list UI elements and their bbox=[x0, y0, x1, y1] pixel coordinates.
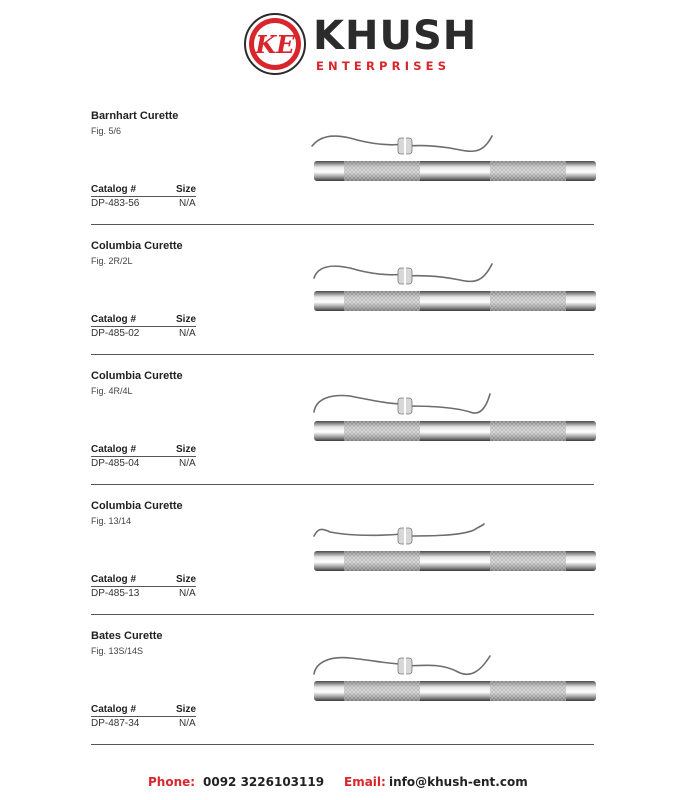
product-title: Barnhart Curette bbox=[91, 110, 179, 122]
product-title: Columbia Curette bbox=[91, 370, 183, 382]
catalog-header: Catalog # bbox=[91, 704, 137, 715]
curette-tip-icon bbox=[310, 262, 494, 290]
brand-tagline: ENTERPRISES bbox=[316, 59, 451, 73]
product-entry bbox=[0, 370, 689, 500]
size-header: Size bbox=[176, 444, 197, 455]
logo-monogram-icon bbox=[243, 12, 307, 76]
catalog-number: DP-483-56 bbox=[91, 198, 140, 209]
size-header: Size bbox=[176, 704, 197, 715]
catalog-header: Catalog # bbox=[91, 574, 137, 585]
size-value: N/A bbox=[179, 328, 196, 339]
product-title: Bates Curette bbox=[91, 630, 163, 642]
curette-handle-icon bbox=[314, 548, 596, 574]
table-header-rule bbox=[91, 196, 196, 197]
size-header: Size bbox=[176, 574, 197, 585]
logo-monogram-text: KE bbox=[255, 30, 295, 59]
product-entry bbox=[0, 630, 689, 760]
product-title: Columbia Curette bbox=[91, 240, 183, 252]
product-figure: Fig. 13S/14S bbox=[91, 646, 144, 656]
curette-tip-icon bbox=[310, 132, 494, 160]
catalog-number: DP-485-04 bbox=[91, 458, 140, 469]
curette-tip-icon bbox=[310, 392, 494, 420]
product-figure: Fig. 2R/2L bbox=[91, 256, 133, 266]
size-value: N/A bbox=[179, 458, 196, 469]
table-header-rule bbox=[91, 586, 196, 587]
section-divider bbox=[91, 224, 594, 225]
product-figure: Fig. 5/6 bbox=[91, 126, 122, 136]
section-divider bbox=[91, 744, 594, 745]
brand-logo bbox=[243, 12, 478, 78]
catalog-header: Catalog # bbox=[91, 184, 137, 195]
section-divider bbox=[91, 484, 594, 485]
table-header-rule bbox=[91, 326, 196, 327]
email-address: info@khush-ent.com bbox=[389, 775, 528, 789]
brand-name: KHUSH bbox=[313, 13, 478, 59]
size-header: Size bbox=[176, 314, 197, 325]
curette-handle-icon bbox=[314, 158, 596, 184]
size-value: N/A bbox=[179, 198, 196, 209]
email-label: Email: bbox=[344, 775, 386, 789]
product-entry bbox=[0, 110, 689, 240]
section-divider bbox=[91, 354, 594, 355]
product-entry bbox=[0, 240, 689, 370]
size-header: Size bbox=[176, 184, 197, 195]
curette-tip-icon bbox=[310, 522, 494, 550]
curette-handle-icon bbox=[314, 418, 596, 444]
phone-label: Phone: bbox=[148, 775, 196, 789]
section-divider bbox=[91, 614, 594, 615]
product-entry bbox=[0, 500, 689, 630]
catalog-number: DP-487-34 bbox=[91, 718, 140, 729]
phone-number: 0092 3226103119 bbox=[203, 775, 325, 789]
size-value: N/A bbox=[179, 588, 196, 599]
table-header-rule bbox=[91, 716, 196, 717]
table-header-rule bbox=[91, 456, 196, 457]
catalog-header: Catalog # bbox=[91, 314, 137, 325]
curette-handle-icon bbox=[314, 288, 596, 314]
catalog-number: DP-485-02 bbox=[91, 328, 140, 339]
catalog-header: Catalog # bbox=[91, 444, 137, 455]
size-value: N/A bbox=[179, 718, 196, 729]
curette-handle-icon bbox=[314, 678, 596, 704]
product-figure: Fig. 13/14 bbox=[91, 516, 132, 526]
curette-tip-icon bbox=[310, 652, 494, 680]
catalog-number: DP-485-13 bbox=[91, 588, 140, 599]
product-figure: Fig. 4R/4L bbox=[91, 386, 133, 396]
product-title: Columbia Curette bbox=[91, 500, 183, 512]
